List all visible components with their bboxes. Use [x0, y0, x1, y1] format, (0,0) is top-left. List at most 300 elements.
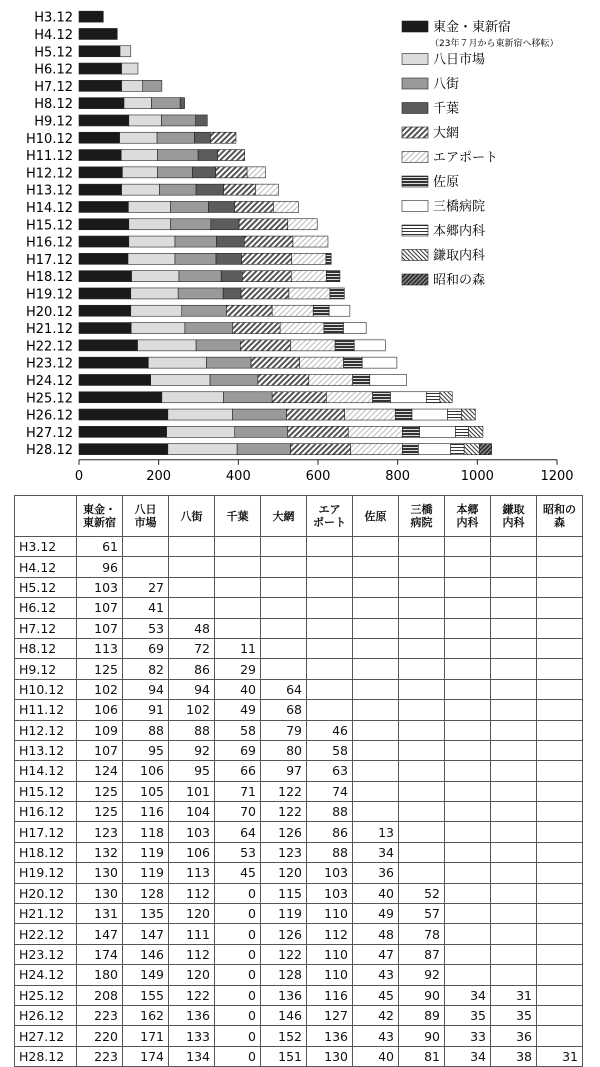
legend-swatch [402, 201, 428, 212]
x-axis [75, 460, 574, 480]
legend-swatch [402, 127, 428, 138]
table-cell: 107 [77, 598, 123, 618]
bar-segment [131, 288, 178, 299]
bar-segment [195, 132, 211, 143]
column-header: 八街 [169, 496, 215, 537]
table-cell [445, 740, 491, 760]
table-cell [353, 720, 399, 740]
table-cell: 81 [399, 1046, 445, 1066]
table-cell [353, 781, 399, 801]
row-label: H21.12 [15, 904, 77, 924]
table-cell: 36 [491, 1026, 537, 1046]
table-cell: 103 [307, 863, 353, 883]
bar-segment [291, 271, 326, 282]
category-labels [26, 11, 73, 459]
table-cell [445, 659, 491, 679]
row-label: H27.12 [15, 1026, 77, 1046]
bar-segment [418, 444, 450, 455]
category-label: H21.12 [26, 322, 73, 338]
table-cell [537, 1026, 583, 1046]
table-cell: 171 [123, 1026, 169, 1046]
bar-segment [329, 305, 350, 316]
table-cell [491, 638, 537, 658]
table-cell: 0 [215, 924, 261, 944]
table-cell: 35 [445, 1005, 491, 1025]
table-cell: 112 [169, 883, 215, 903]
table-cell [537, 883, 583, 903]
table-cell [169, 557, 215, 577]
table-cell: 223 [77, 1005, 123, 1025]
bar-segment [79, 63, 122, 74]
category-label: H17.12 [26, 252, 73, 268]
bar-segment [469, 426, 483, 437]
category-label: H13.12 [26, 183, 73, 199]
table-cell [399, 638, 445, 658]
table-cell [491, 822, 537, 842]
bar-segment [330, 288, 344, 299]
legend-swatch [402, 152, 428, 163]
table-cell: 120 [169, 965, 215, 985]
bar-segment [79, 150, 121, 161]
table-cell: 63 [307, 761, 353, 781]
bar-segment [272, 305, 313, 316]
table-cell [399, 802, 445, 822]
table-cell [353, 638, 399, 658]
table-cell [399, 577, 445, 597]
table-cell [307, 700, 353, 720]
table-cell [537, 802, 583, 822]
table-row [15, 537, 583, 557]
column-header: 三橋 病院 [399, 496, 445, 537]
category-label: H24.12 [26, 373, 73, 389]
table-cell: 109 [77, 720, 123, 740]
table-cell [491, 904, 537, 924]
table-cell: 101 [169, 781, 215, 801]
table-cell: 45 [353, 985, 399, 1005]
table-cell: 107 [77, 740, 123, 760]
table-cell: 35 [491, 1005, 537, 1025]
legend-swatch [402, 274, 428, 285]
bar-segment [324, 323, 344, 334]
table-cell: 130 [307, 1046, 353, 1066]
table-cell [491, 842, 537, 862]
bar-segment [171, 219, 211, 230]
bar-segment [288, 219, 317, 230]
bar-segment [79, 98, 124, 109]
table-cell [537, 557, 583, 577]
table-cell [537, 924, 583, 944]
table-row [15, 781, 583, 801]
table-cell: 88 [307, 802, 353, 822]
table-cell: 64 [261, 679, 307, 699]
bar-segment [326, 392, 372, 403]
table-cell [445, 761, 491, 781]
table-cell: 102 [169, 700, 215, 720]
table-cell: 134 [169, 1046, 215, 1066]
bar-segment [198, 150, 218, 161]
bar-segment [120, 46, 131, 57]
bar-segment [353, 374, 370, 385]
column-header: 本郷 内科 [445, 496, 491, 537]
table-cell: 92 [399, 965, 445, 985]
bar-segment [287, 409, 345, 420]
table-cell: 88 [307, 842, 353, 862]
row-label: H26.12 [15, 1005, 77, 1025]
bar-segment [79, 340, 138, 351]
table-cell [491, 863, 537, 883]
table-cell: 123 [261, 842, 307, 862]
table-cell [399, 659, 445, 679]
table-cell [445, 802, 491, 822]
bar-segment [291, 444, 351, 455]
table-cell [537, 618, 583, 638]
table-cell: 0 [215, 1046, 261, 1066]
table-cell: 105 [123, 781, 169, 801]
row-label: H20.12 [15, 883, 77, 903]
bar-segment [440, 392, 452, 403]
table-cell [169, 577, 215, 597]
table-row [15, 883, 583, 903]
bar-segment [148, 357, 206, 368]
legend-label: エアポート [433, 150, 499, 166]
legend-label: 本郷内科 [433, 224, 486, 239]
table-cell: 132 [77, 842, 123, 862]
row-label: H12.12 [15, 720, 77, 740]
table-cell: 106 [169, 842, 215, 862]
table-cell: 152 [261, 1026, 307, 1046]
table-cell: 61 [77, 537, 123, 557]
row-label: H23.12 [15, 944, 77, 964]
legend-label: 八街 [433, 77, 460, 92]
bar-segment [196, 115, 208, 126]
table-row [15, 944, 583, 964]
table-row [15, 659, 583, 679]
bar-segment [79, 11, 103, 22]
bar-segment [79, 288, 131, 299]
table-cell [353, 700, 399, 720]
legend-swatch [402, 225, 428, 236]
table-cell: 146 [123, 944, 169, 964]
category-label: H14.12 [26, 200, 73, 216]
table-cell: 149 [123, 965, 169, 985]
table-cell: 79 [261, 720, 307, 740]
table-cell [491, 557, 537, 577]
table-row [15, 863, 583, 883]
table-header-row [15, 496, 583, 537]
row-label: H25.12 [15, 985, 77, 1005]
table-cell: 90 [399, 1026, 445, 1046]
table-cell: 120 [261, 863, 307, 883]
column-header: 佐原 [353, 496, 399, 537]
bar-segment [182, 305, 227, 316]
data-table-container [14, 495, 583, 1067]
table-cell: 135 [123, 904, 169, 924]
bar-segment [242, 253, 292, 264]
table-cell: 40 [353, 1046, 399, 1066]
legend-label: 八日市場 [433, 52, 486, 68]
table-cell: 90 [399, 985, 445, 1005]
table-cell [537, 842, 583, 862]
table-cell: 155 [123, 985, 169, 1005]
table-cell [537, 944, 583, 964]
bar-segment [121, 150, 157, 161]
bar-segment [300, 357, 344, 368]
bar-segment [241, 288, 289, 299]
table-cell [215, 598, 261, 618]
table-cell: 133 [169, 1026, 215, 1046]
category-label: H9.12 [34, 114, 73, 130]
table-cell [445, 700, 491, 720]
bar-segment [232, 409, 286, 420]
table-cell [491, 965, 537, 985]
table-cell: 34 [445, 985, 491, 1005]
category-label: H12.12 [26, 166, 73, 182]
x-tick-label: 800 [385, 468, 411, 480]
table-row [15, 842, 583, 862]
table-cell: 57 [399, 904, 445, 924]
legend-swatch [402, 21, 428, 32]
table-cell [537, 659, 583, 679]
table-cell: 124 [77, 761, 123, 781]
row-label: H17.12 [15, 822, 77, 842]
table-cell: 43 [353, 965, 399, 985]
table-cell [215, 577, 261, 597]
category-label: H5.12 [34, 45, 73, 61]
table-cell: 11 [215, 638, 261, 658]
table-row [15, 822, 583, 842]
table-cell: 87 [399, 944, 445, 964]
bar-segment [79, 236, 129, 247]
bar-segment [370, 374, 407, 385]
x-tick-label: 0 [74, 468, 84, 480]
table-cell [445, 924, 491, 944]
table-cell [491, 740, 537, 760]
table-cell [261, 537, 307, 557]
table-cell [399, 537, 445, 557]
category-label: H19.12 [26, 287, 73, 303]
bar-segment [193, 167, 216, 178]
table-cell [537, 598, 583, 618]
table-cell [261, 577, 307, 597]
table-cell [445, 720, 491, 740]
table-cell [123, 537, 169, 557]
category-label: H27.12 [26, 425, 73, 441]
table-cell: 27 [123, 577, 169, 597]
bar-segment [426, 392, 440, 403]
bar-segment [224, 392, 273, 403]
table-cell [537, 863, 583, 883]
table-cell [445, 863, 491, 883]
table-cell [537, 638, 583, 658]
bar-segment [79, 444, 168, 455]
bar-segment [122, 63, 138, 74]
table-cell: 29 [215, 659, 261, 679]
table-cell: 128 [261, 965, 307, 985]
table-cell: 74 [307, 781, 353, 801]
table-cell [399, 842, 445, 862]
table-cell [537, 1005, 583, 1025]
bar-segment [79, 28, 117, 39]
table-cell: 123 [77, 822, 123, 842]
table-cell: 89 [399, 1005, 445, 1025]
bar-segment [239, 219, 288, 230]
table-cell: 86 [169, 659, 215, 679]
column-header: 八日 市場 [123, 496, 169, 537]
table-cell [445, 679, 491, 699]
row-label: H22.12 [15, 924, 77, 944]
bar-segment [233, 323, 280, 334]
category-label: H10.12 [26, 131, 73, 147]
bar-segment [122, 80, 143, 91]
bar-segment [235, 426, 288, 437]
legend-label: 佐原 [433, 175, 460, 190]
bar-segment [313, 305, 329, 316]
row-label: H24.12 [15, 965, 77, 985]
bar-segment [175, 253, 216, 264]
bar-segment [226, 305, 272, 316]
bar-segment [128, 253, 175, 264]
table-cell: 53 [123, 618, 169, 638]
table-cell: 95 [169, 761, 215, 781]
table-cell [261, 598, 307, 618]
bar-segment [208, 201, 234, 212]
bar-segment [79, 392, 162, 403]
bar-segment [151, 374, 210, 385]
table-row [15, 1046, 583, 1066]
table-cell [445, 944, 491, 964]
table-cell [491, 679, 537, 699]
bar-segment [216, 167, 247, 178]
bar-segment [128, 201, 170, 212]
table-cell: 64 [215, 822, 261, 842]
column-header: 鎌取 内科 [491, 496, 537, 537]
bar-segment [79, 184, 122, 195]
table-cell [307, 557, 353, 577]
table-cell: 41 [123, 598, 169, 618]
table-cell: 111 [169, 924, 215, 944]
table-cell [537, 577, 583, 597]
table-cell: 94 [169, 679, 215, 699]
table-cell: 91 [123, 700, 169, 720]
table-cell: 151 [261, 1046, 307, 1066]
bar-segment [251, 357, 300, 368]
legend-swatch [402, 176, 428, 187]
table-cell: 180 [77, 965, 123, 985]
table-row [15, 904, 583, 924]
table-cell [399, 598, 445, 618]
table-cell [307, 598, 353, 618]
bar-segment [131, 305, 182, 316]
bar-segment [79, 357, 148, 368]
bar-segment [273, 201, 298, 212]
bar-segment [247, 167, 265, 178]
row-label: H3.12 [15, 537, 77, 557]
x-tick-label: 400 [225, 468, 251, 480]
table-cell [537, 700, 583, 720]
table-cell [215, 618, 261, 638]
table-cell: 38 [491, 1046, 537, 1066]
x-tick-label: 600 [305, 468, 331, 480]
bar-segment [168, 409, 233, 420]
bar-segment [447, 409, 461, 420]
bar-segment [335, 340, 354, 351]
bar-segment [326, 253, 331, 264]
table-cell: 130 [77, 863, 123, 883]
table-cell: 49 [353, 904, 399, 924]
bar-segment [175, 236, 216, 247]
bar-segment [162, 392, 224, 403]
table-cell [353, 659, 399, 679]
table-cell: 82 [123, 659, 169, 679]
table-row [15, 1005, 583, 1025]
table-row [15, 985, 583, 1005]
bar-segment [223, 288, 241, 299]
legend-swatch [402, 250, 428, 261]
bar-segment [412, 409, 447, 420]
table-cell [123, 557, 169, 577]
table-cell: 103 [307, 883, 353, 903]
category-label: H11.12 [26, 149, 73, 165]
table-row [15, 679, 583, 699]
table-cell [353, 537, 399, 557]
category-label: H4.12 [34, 27, 73, 43]
column-header: 大網 [261, 496, 307, 537]
bar-segment [79, 46, 120, 57]
row-label: H6.12 [15, 598, 77, 618]
table-cell: 122 [169, 985, 215, 1005]
table-cell [491, 924, 537, 944]
category-label: H20.12 [26, 304, 73, 320]
table-cell: 127 [307, 1005, 353, 1025]
table-cell [353, 598, 399, 618]
category-label: H23.12 [26, 356, 73, 372]
bar-segment [390, 392, 426, 403]
table-cell: 0 [215, 965, 261, 985]
row-label: H8.12 [15, 638, 77, 658]
table-cell: 49 [215, 700, 261, 720]
legend-label: 千葉 [433, 101, 460, 117]
table-cell [353, 761, 399, 781]
table-cell: 36 [353, 863, 399, 883]
category-label: H8.12 [34, 97, 73, 113]
table-cell [261, 659, 307, 679]
column-header: 東金・ 東新宿 [77, 496, 123, 537]
table-cell: 0 [215, 883, 261, 903]
bar-segment [255, 184, 278, 195]
row-label: H16.12 [15, 802, 77, 822]
table-cell: 58 [215, 720, 261, 740]
table-cell: 92 [169, 740, 215, 760]
bar-segment [216, 236, 244, 247]
table-cell: 88 [123, 720, 169, 740]
row-label: H28.12 [15, 1046, 77, 1066]
table-cell: 147 [123, 924, 169, 944]
table-cell: 125 [77, 659, 123, 679]
table-cell [491, 883, 537, 903]
table-cell: 53 [215, 842, 261, 862]
table-cell [537, 740, 583, 760]
bar-segment [210, 132, 235, 143]
bar-segment [180, 98, 184, 109]
bar-segment [218, 150, 245, 161]
table-row [15, 577, 583, 597]
table-cell [491, 761, 537, 781]
bar-segment [79, 409, 168, 420]
table-cell: 113 [77, 638, 123, 658]
table-cell: 113 [169, 863, 215, 883]
table-cell: 220 [77, 1026, 123, 1046]
table-cell [215, 557, 261, 577]
